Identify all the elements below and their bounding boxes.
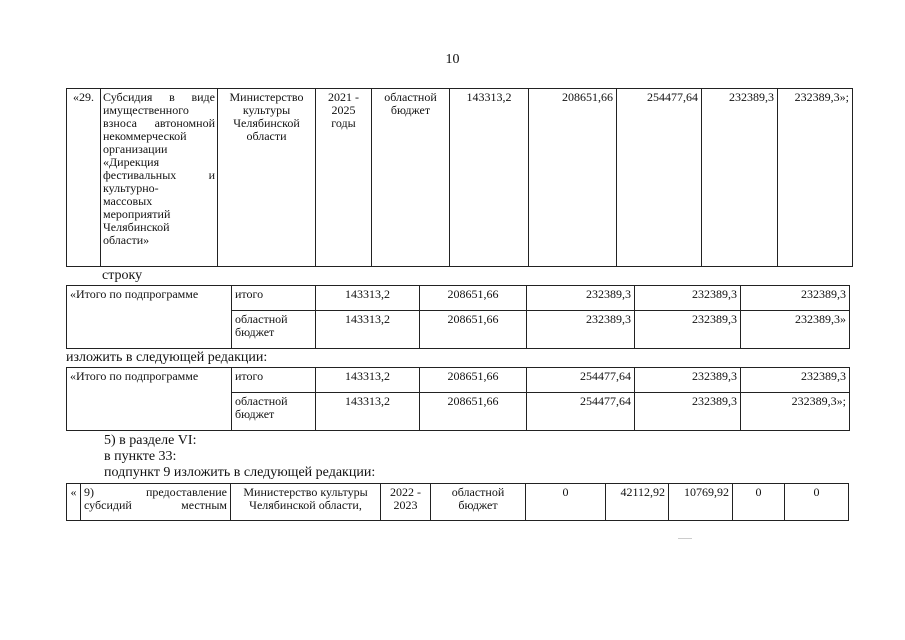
value-cell: 143313,2	[316, 393, 420, 431]
subprogram-total-table-old	[66, 285, 850, 349]
section-line-3: подпункт 9 изложить в следующей редакции:	[104, 465, 376, 480]
value-cell: 232389,3	[635, 393, 741, 431]
value-cell: 143313,2	[450, 89, 529, 267]
value-cell: 232389,3	[527, 286, 635, 311]
value-cell: 232389,3	[635, 286, 741, 311]
value-cell: 232389,3	[527, 311, 635, 349]
section-line-2: в пункте 33:	[104, 449, 177, 464]
value-cell: 232389,3	[702, 89, 778, 267]
value-cell: 232389,3»	[741, 311, 850, 349]
value-cell: 254477,64	[527, 368, 635, 393]
value-cell: 232389,3»;	[778, 89, 853, 267]
subprogram-total-table-new	[66, 367, 850, 431]
period: 2021 - 2025 годы	[316, 89, 372, 267]
measure-name-line: организации	[103, 142, 168, 156]
measure-name-line: Челябинской	[103, 220, 170, 234]
measure-name-line: области»	[103, 233, 150, 247]
value-cell: 208651,66	[420, 286, 527, 311]
row-number: «29.	[67, 89, 101, 267]
value-cell: 143313,2	[316, 286, 420, 311]
responsible-executor: Министерство культуры Челябинской области	[218, 89, 316, 267]
row-label: областной бюджет	[232, 393, 316, 431]
measure-name-line: имущественного	[103, 103, 189, 117]
measure-name-line: фестивальных и	[103, 168, 215, 182]
value-cell: 208651,66	[420, 311, 527, 349]
program-table-row-29	[66, 88, 853, 267]
label-stroku: строку	[102, 268, 143, 283]
value-cell: 232389,3	[635, 311, 741, 349]
value-cell: 208651,66	[420, 368, 527, 393]
row-label: итого	[232, 368, 316, 393]
measure-name	[101, 89, 218, 267]
subprogram-title: «Итого по подпрограмме	[67, 286, 232, 349]
period: 2022 - 2023	[381, 484, 431, 521]
value-cell: 208651,66	[529, 89, 617, 267]
scan-mark	[678, 538, 692, 539]
item-name-line: 9) предоставление	[84, 485, 227, 499]
measure-name-line: мероприятий	[103, 207, 171, 221]
row-label: областной бюджет	[232, 311, 316, 349]
measure-name-line: некоммерческой	[103, 129, 187, 143]
measure-name-line: взноса автономной	[103, 116, 215, 130]
funding-source: областной бюджет	[372, 89, 450, 267]
subitem-9-table	[66, 483, 849, 521]
measure-name-line: «Дирекция	[103, 155, 160, 169]
subprogram-title: «Итого по подпрограмме	[67, 368, 232, 431]
value-cell: 42112,92	[606, 484, 669, 521]
measure-name-line: Субсидия в виде	[103, 90, 215, 104]
value-cell: 0	[733, 484, 785, 521]
item-name-line: субсидий местным	[84, 498, 227, 512]
value-cell: 232389,3»;	[741, 393, 850, 431]
section-line-1: 5) в разделе VI:	[104, 433, 197, 448]
page-number: 10	[445, 52, 460, 67]
value-cell: 254477,64	[617, 89, 702, 267]
measure-name-line: культурно-	[103, 181, 159, 195]
item-name	[81, 484, 231, 521]
value-cell: 232389,3	[741, 368, 850, 393]
value-cell: 232389,3	[635, 368, 741, 393]
value-cell: 254477,64	[527, 393, 635, 431]
value-cell: 208651,66	[420, 393, 527, 431]
funding-source: областной бюджет	[431, 484, 526, 521]
row-label: итого	[232, 286, 316, 311]
value-cell: 143313,2	[316, 368, 420, 393]
value-cell: 10769,92	[669, 484, 733, 521]
value-cell: 0	[785, 484, 849, 521]
value-cell: 143313,2	[316, 311, 420, 349]
responsible-executor: Министерство культуры Челябинской области,	[231, 484, 381, 521]
value-cell: 0	[526, 484, 606, 521]
measure-name-line: массовых	[103, 194, 153, 208]
open-quote: «	[67, 484, 81, 521]
value-cell: 232389,3	[741, 286, 850, 311]
label-izlozhit: изложить в следующей редакции:	[66, 350, 268, 365]
